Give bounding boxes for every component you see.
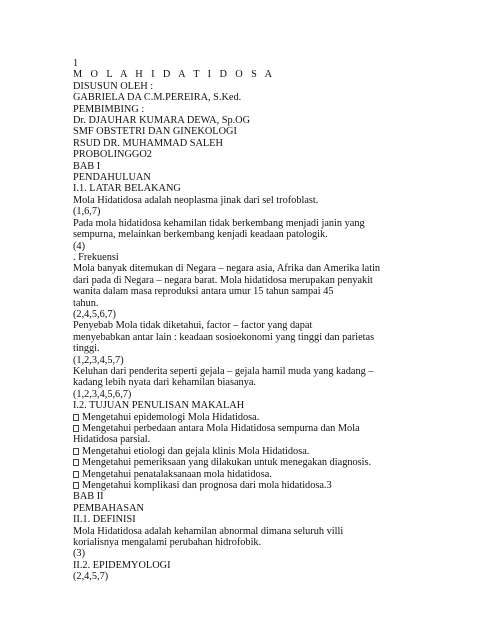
- bullet-item: [73, 457, 373, 468]
- bullet-item: [73, 412, 373, 423]
- document-page: [73, 58, 381, 583]
- section-heading: II.1. DEFINISI: [73, 514, 136, 526]
- section-heading: II.2. EPIDEMYOLOGI: [73, 559, 171, 571]
- text-line: Hidatidosa parsial.: [73, 434, 151, 446]
- document-title: M O L A H I D A T I D O S A: [73, 69, 275, 81]
- checkbox-bullet-icon: [73, 448, 79, 455]
- text-line: Pada mola hidatidosa kehamilan tidak berkembang menjadi janin yang: [73, 217, 365, 229]
- text-line: tinggi.: [73, 343, 100, 355]
- text-line: DISUSUN OLEH :: [73, 80, 154, 92]
- text-line: dari pada di Negara – negara barat. Mola hidatidosa merupakan penyakit: [73, 274, 373, 286]
- text-line: Mola banyak ditemukan di Negara – negara asia, Afrika dan Amerika latin: [73, 263, 381, 275]
- text-line: RSUD DR. MUHAMMAD SALEH: [73, 137, 223, 149]
- bullet-item: [73, 480, 373, 491]
- citation: (1,6,7): [73, 206, 101, 218]
- bullet-text: Mengetahui penatalaksanaan mola hidatidosa.: [82, 468, 272, 480]
- chapter-heading: BAB I: [73, 160, 101, 172]
- text-line: kadang lebih nyata dari kehamilan biasanya.: [73, 377, 256, 389]
- citation: (3): [73, 548, 86, 560]
- text-line: PROBOLINGGO2: [73, 149, 152, 161]
- checkbox-bullet-icon: [73, 414, 79, 421]
- text-line: tahun.: [73, 297, 99, 309]
- text-line: Penyebab Mola tidak diketahui, factor – factor yang dapat: [73, 320, 313, 332]
- text-line: menyebabkan antar lain : keadaan sosioekonomi yang tinggi dan parietas: [73, 331, 375, 343]
- bullet-text: Mengetahui etiologi dan gejala klinis Mola Hidatidosa.: [82, 445, 310, 457]
- checkbox-bullet-icon: [73, 425, 79, 432]
- bullet-item: [73, 446, 373, 457]
- text-line: sempurna, melainkan berkembang kenjadi keadaan patologik.: [73, 229, 328, 241]
- chapter-title: PEMBAHASAN: [73, 502, 144, 514]
- citation: (1,2,3,4,5,7): [73, 354, 124, 366]
- bullet-text: Mengetahui perbedaan antara Mola Hidatidosa sempurna dan Mola: [82, 423, 360, 434]
- text-line: wanita dalam masa reproduksi antara umur 15 tahun sampai 45: [73, 286, 334, 298]
- citation: (2,4,5,7): [73, 571, 109, 583]
- text-line: Mola Hidatidosa adalah kehamilan abnormal dimana seluruh villi: [73, 525, 344, 537]
- citation: (4): [73, 240, 86, 252]
- text-line: Keluhan dari penderita seperti gejala – gejala hamil muda yang kadang –: [73, 365, 374, 377]
- bullet-item: [73, 469, 373, 480]
- text-line: Dr. DJAUHAR KUMARA DEWA, Sp.OG: [73, 115, 251, 127]
- bullet-text: Mengetahui komplikasi dan prognosa dari mola hidatidosa.3: [82, 480, 332, 492]
- text-line: . Frekuensi: [73, 251, 119, 263]
- text-line: SMF OBSTETRI DAN GINEKOLOGI: [73, 126, 237, 138]
- chapter-heading: BAB II: [73, 491, 104, 503]
- bullet-item: [73, 423, 373, 434]
- text-line: Mola Hidatidosa adalah neoplasma jinak dari sel trofoblast.: [73, 194, 319, 206]
- bullet-text: Mengetahui pemeriksaan yang dilakukan untuk menegakan diagnosis.: [82, 457, 372, 469]
- text-line: GABRIELA DA C.M.PEREIRA, S.Ked.: [73, 92, 242, 104]
- citation: (1,2,3,4,5,6,7): [73, 388, 132, 400]
- checkbox-bullet-icon: [73, 471, 79, 478]
- bullet-text: Mengetahui epidemologi Mola Hidatidosa.: [82, 411, 260, 423]
- section-heading: I.2. TUJUAN PENULISAN MAKALAH: [73, 400, 245, 412]
- citation: (2,4,5,6,7): [73, 308, 116, 320]
- text-line: PEMBIMBING :: [73, 103, 145, 115]
- text-line: korialisnya mengalami perubahan hidrofobik.: [73, 537, 262, 549]
- checkbox-bullet-icon: [73, 482, 79, 489]
- section-heading: I.1. LATAR BELAKANG: [73, 183, 181, 195]
- page-number: 1: [73, 58, 79, 69]
- checkbox-bullet-icon: [73, 459, 79, 466]
- chapter-title: PENDAHULUAN: [73, 172, 151, 184]
